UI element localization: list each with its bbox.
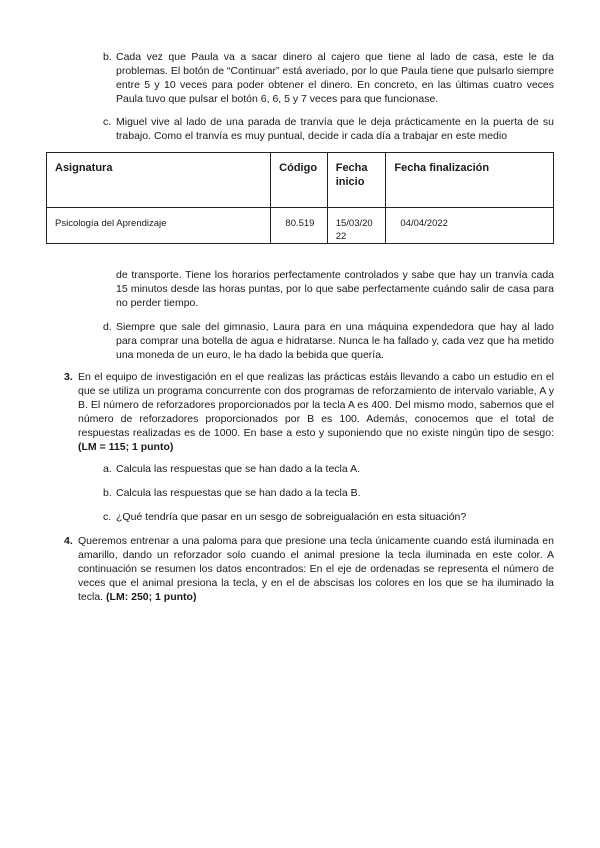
header-asignatura: Asignatura <box>47 153 271 208</box>
question-3c-text: ¿Qué tendría que pasar en un sesgo de sobreigualación en esta situación? <box>116 511 467 523</box>
table-row <box>47 208 554 244</box>
question-3b-text: Calcula las respuestas que se han dado a la tecla B. <box>116 487 361 499</box>
question-4-text <box>78 534 554 604</box>
course-info-table <box>46 152 554 244</box>
question-3-score: (LM = 115; 1 punto) <box>78 441 174 453</box>
question-3b-label: b. <box>103 487 112 499</box>
question-3-number: 3. <box>64 371 73 383</box>
header-codigo: Código <box>271 153 328 208</box>
header-fecha-finalizacion: Fecha finalización <box>386 153 554 208</box>
item-d-label: d. <box>103 321 112 333</box>
question-3a-label: a. <box>103 463 112 475</box>
cell-asignatura: Psicología del Aprendizaje <box>47 208 271 244</box>
item-d-text: Siempre que sale del gimnasio, Laura para en una máquina expendedora que hay al lado para comprar una botella de agua e hidratarse. Nunca le ha fallado y, cada vez que ha metido una moneda de un euro, le ha dado la bebida que quería. <box>116 321 554 361</box>
question-3-body: En el equipo de investigación en el que realizas las prácticas estáis llevando a cabo un estudio en el que se utiliza un programa concurrente con dos programas de reforzamiento de intervalo variable, A y B. El número de reforzadores proporcionados por la tecla A es 400. Del mismo modo, sabemos que el número de reforzadores proporcionados por B es 100. Además, conocemos que el total de respuestas realizadas es de 1000. En base a esto y suponiendo que no existe ningún tipo de sesgo: <box>78 371 554 439</box>
table-header-row <box>47 153 554 208</box>
question-3a-text: Calcula las respuestas que se han dado a la tecla A. <box>116 463 360 475</box>
question-4-number: 4. <box>64 535 73 547</box>
question-4-score: (LM: 250; 1 punto) <box>106 591 197 603</box>
question-4-body: Queremos entrenar a una paloma para que presione una tecla únicamente cuando está iluminada en amarillo, dando un reforzador solo cuando el animal presione la tecla iluminada en este color. A continuación se resumen los datos encontrados: En el eje de ordenadas se representa el número de veces que el animal presiona la tecla, y en el de abscisas los colores en los que se ha iluminado la tecla. <box>78 535 554 603</box>
cell-fecha-finalizacion: 04/04/2022 <box>386 208 554 244</box>
item-b-label: b. <box>103 51 112 63</box>
header-fecha-inicio: Fecha inicio <box>327 153 386 208</box>
question-3-text <box>78 370 554 454</box>
item-c-text-part2: de transporte. Tiene los horarios perfectamente controlados y sabe que hay un tranvía cada 15 minutos desde las horas puntas, por lo que sabe perfectamente cuándo salir de casa para no perder tiempo. <box>116 269 554 309</box>
item-c-label: c. <box>103 116 112 128</box>
item-b-text: Cada vez que Paula va a sacar dinero al cajero que tiene al lado de casa, este le da problemas. El botón de “Continuar” está averiado, por lo que Paula tiene que pulsarlo siempre entre 5 y 10 veces para poder obtener el dinero. En concreto, en las últimas cuatro veces Paula tuvo que pulsar el botón 6, 6, 5 y 7 veces para que funcionase. <box>116 51 554 105</box>
question-3c-label: c. <box>103 511 112 523</box>
item-c-text-part1: Miguel vive al lado de una parada de tranvía que le deja prácticamente en la puerta de su trabajo. Como el tranvía es muy puntual, decide ir cada día a trabajar en este medio <box>116 116 554 142</box>
cell-fecha-inicio: 15/03/2022 <box>327 208 386 244</box>
cell-codigo: 80.519 <box>271 208 328 244</box>
